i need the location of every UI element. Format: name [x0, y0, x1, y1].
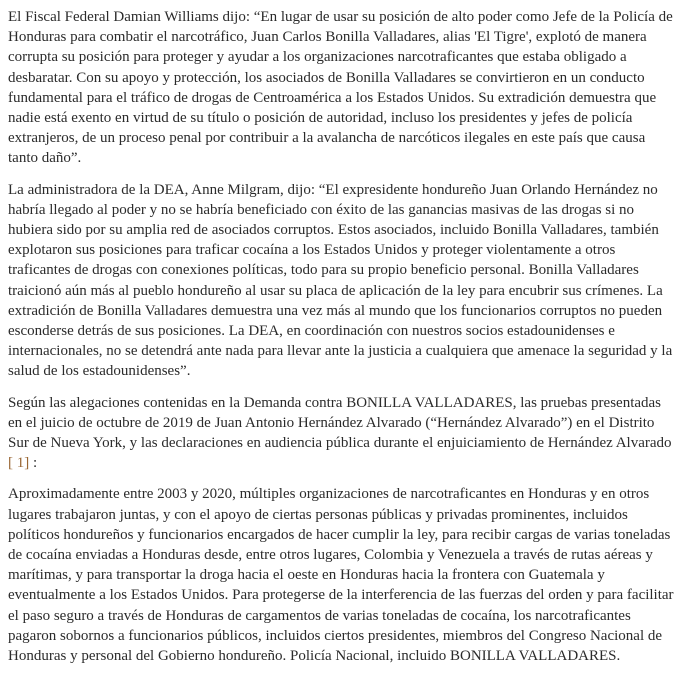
footnote-1-link[interactable]: [ 1]: [8, 455, 30, 472]
paragraph-dea-administrator-quote: La administradora de la DEA, Anne Milgram, dijo: “El expresidente hondureño Juan Orlando Hernández no habría llegado al poder y no se habría beneficiado con éxito de las ganancias masivas de las drogas si no hubiera sido por su amplia red de asociados corruptos. Estos asociados, incluido Bonilla Valladares, también explotaron sus posiciones para traficar cocaína a los Estados Unidos y proteger violentamente a otros traficantes de drogas con conexiones políticas, todo para su propio beneficio personal. Bonilla Valladares traicionó aún más al pueblo hondureño al usar su placa de aplicación de la ley para encubrir sus crímenes. La extradición de Bonilla Valladares demuestra una vez más al mundo que los funcionarios corruptos no pueden esconderse detrás de sus posiciones. La DEA, en coordinación con nuestros socios estadounidenses e internacionales, no se detendrá ante nada para llevar ante la justicia a cualquiera que amenace la seguridad y la salud de los estadounidenses”.: [8, 181, 673, 380]
paragraph-allegations: [8, 393, 678, 474]
paragraph-allegations-colon: :: [29, 455, 38, 472]
paragraph-trafficking-scheme: Aproximadamente entre 2003 y 2020, múltiples organizaciones de narcotraficantes en Honduras y en otros lugares trabajaron juntas, y con el apoyo de ciertas personas públicas y privadas prominentes, incluidos políticos hondureños y funcionarios encargados de hacer cumplir la ley, para recibir cargas de varias toneladas de cocaína enviadas a Honduras desde, entre otros lugares, Colombia y Venezuela a través de rutas aéreas y marítimas, y para transportar la droga hacia el oeste en Honduras hacia la frontera con Guatemala y eventualmente a los Estados Unidos. Para protegerse de la interferencia de las fuerzas del orden y para facilitar el paso seguro a través de Honduras de cargamentos de varias toneladas de cocaína, los narcotraficantes pagaron sobornos a funcionarios públicos, incluidos ciertos presidentes, miembros del Congreso Nacional de Honduras y personal del Gobierno hondureño. Policía Nacional, incluido BONILLA VALLADARES.: [8, 486, 674, 665]
paragraph-allegations-text: Según las alegaciones contenidas en la Demanda contra BONILLA VALLADARES, las pruebas presentadas en el juicio de octubre de 2019 de Juan Antonio Hernández Alvarado (“Hernández Alvarado”) en el Distrito Sur de Nueva York, y las declaraciones en audiencia pública durante el enjuiciamiento de Hernández Alvarado: [8, 394, 672, 452]
paragraph-prosecutor-quote: El Fiscal Federal Damian Williams dijo: “En lugar de usar su posición de alto poder como Jefe de la Policía de Honduras para combatir el narcotráfico, Juan Carlos Bonilla Valladares, alias 'El Tigre', explotó de manera corrupta su posición para proteger y ayudar a los organizaciones narcotraficantes que estaba obligado a desbaratar. Con su apoyo y protección, los asociados de Bonilla Valladares se convirtieron en un conducto fundamental para el tráfico de drogas de Centroamérica a los Estados Unidos. Su extradición demuestra que nadie está exento en virtud de su título o posición de autoridad, incluso los presidentes y jefes de policía extranjeros, de un proceso penal por contribuir a la avalancha de narcóticos ilegales en este país que causa tanto daño”.: [8, 9, 673, 167]
